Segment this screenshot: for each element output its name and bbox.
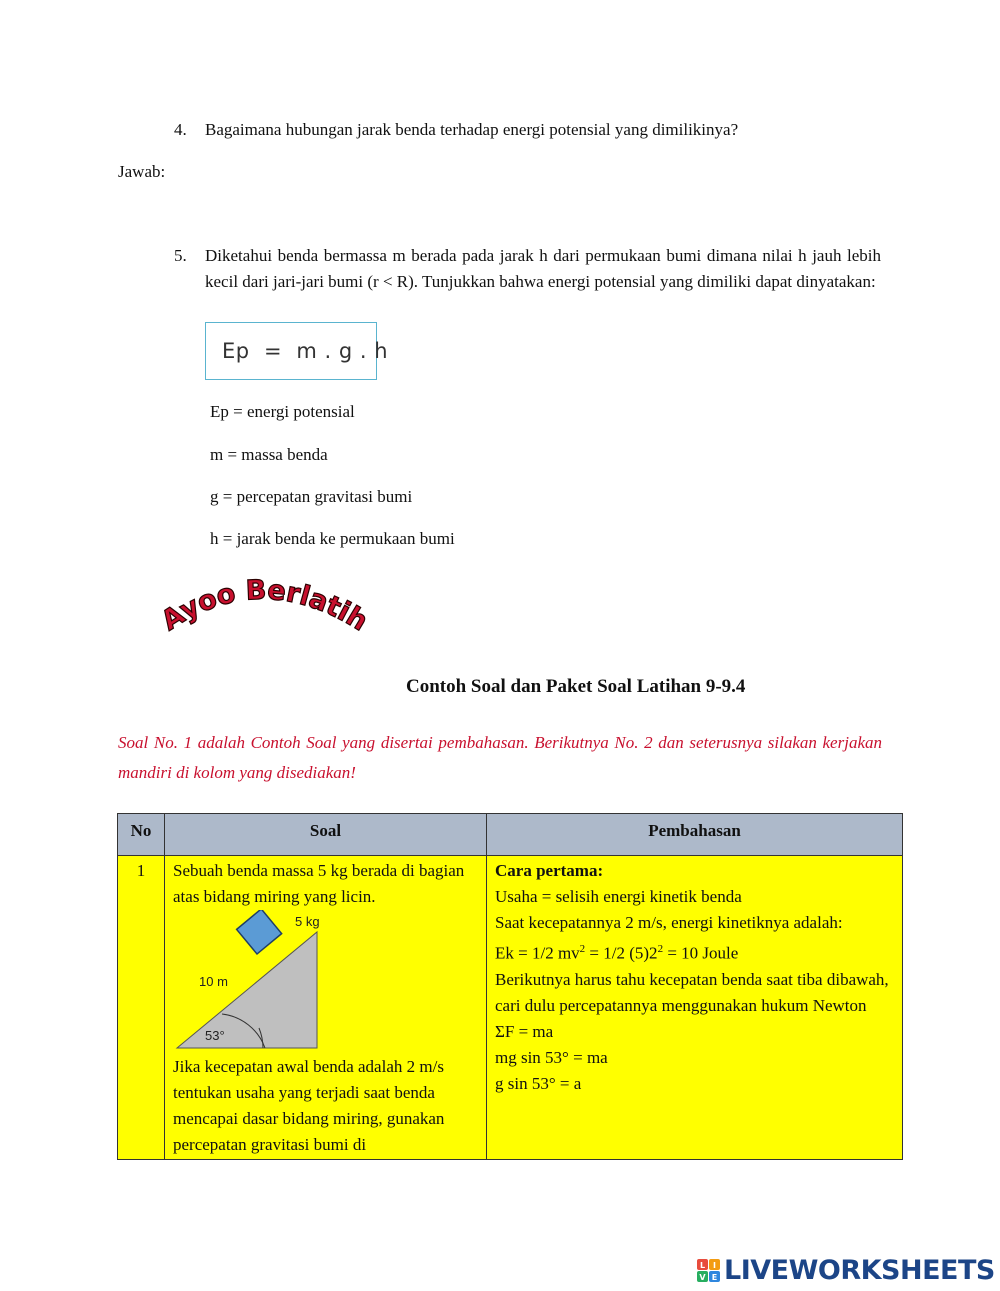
- banner-text: Ayoo Berlatih: [156, 574, 373, 638]
- soal-question: Jika kecepatan awal benda adalah 2 m/s tentukan usaha yang terjadi saat benda mencapai dasar bidang miring, gunakan percepatan gravitasi bumi di: [173, 1057, 445, 1154]
- definition-m: m = massa benda: [210, 445, 328, 464]
- svg-text:V: V: [699, 1272, 706, 1282]
- soal-cell: [165, 856, 487, 1160]
- inclined-plane-figure: [173, 910, 333, 1054]
- row-number: 1: [118, 856, 165, 1160]
- length-label: 10 m: [199, 974, 228, 989]
- svg-text:I: I: [713, 1260, 716, 1270]
- question-number: 4.: [174, 120, 187, 139]
- soal-table: [117, 813, 903, 1160]
- pembahasan-line: Berikutnya harus tahu kecepatan benda saat tiba dibawah, cari dulu percepatannya menggunakan hukum Newton: [495, 969, 889, 1015]
- mass-block: [237, 910, 282, 954]
- table-header-row: [118, 814, 903, 856]
- question-number: 5.: [174, 246, 187, 265]
- equation-part: = 10 Joule: [663, 943, 739, 963]
- liveworksheets-logo[interactable]: [697, 1255, 995, 1286]
- pembahasan-line: g sin 53° = a: [495, 1073, 582, 1093]
- svg-text:Ayoo Berlatih: [156, 575, 373, 638]
- equation-part: Ek = 1/2 mv: [495, 943, 580, 963]
- soal-intro: Sebuah benda massa 5 kg berada di bagian atas bidang miring yang licin.: [173, 861, 465, 906]
- header-pembahasan: Pembahasan: [487, 814, 903, 856]
- definition-g: g = percepatan gravitasi bumi: [210, 487, 413, 506]
- equation-part: = 1/2 (5)2: [585, 943, 658, 963]
- kinetic-energy-equation: [495, 936, 896, 967]
- section-title: Contoh Soal dan Paket Soal Latihan 9-9.4: [406, 676, 746, 697]
- formula-box: [205, 322, 389, 380]
- question-text: Diketahui benda bermassa m berada pada jarak h dari permukaan bumi dimana nilai h jauh lebih kecil dari jari-jari bumi (r < R). Tunjukkan bahwa energi potensial yang dimiliki dapat dinyatakan:: [205, 246, 881, 291]
- instruction-text: Soal No. 1 adalah Contoh Soal yang disertai pembahasan. Berikutnya No. 2 dan seterusnya silakan kerjakan mandiri di kolom yang disediakan!: [118, 733, 882, 782]
- superscript: 2: [657, 943, 664, 955]
- pembahasan-cell: [487, 856, 903, 1160]
- table-row: [118, 856, 903, 1160]
- pembahasan-line: ΣF = ma: [495, 1021, 554, 1041]
- formula: Ep = m . g . h: [222, 339, 389, 363]
- definition-ep: Ep = energi potensial: [210, 402, 355, 421]
- superscript: 2: [579, 943, 586, 955]
- pembahasan-line: Saat kecepatannya 2 m/s, energi kinetiknya adalah:: [495, 913, 843, 932]
- pembahasan-line: Usaha = selisih energi kinetik benda: [495, 887, 742, 906]
- answer-label: Jawab:: [118, 162, 166, 181]
- question-text: Bagaimana hubungan jarak benda terhadap energi potensial yang dimilikinya?: [205, 120, 739, 139]
- ayoo-berlatih-banner: [140, 560, 390, 650]
- liveworksheets-icon: [697, 1259, 721, 1283]
- header-soal: Soal: [165, 814, 487, 856]
- svg-text:E: E: [711, 1272, 718, 1282]
- pembahasan-line: mg sin 53° = ma: [495, 1047, 608, 1067]
- svg-text:L: L: [699, 1260, 706, 1270]
- angle-label: 53°: [205, 1028, 225, 1043]
- header-no: No: [118, 814, 165, 856]
- pembahasan-heading: Cara pertama:: [495, 861, 604, 880]
- definition-h: h = jarak benda ke permukaan bumi: [210, 529, 455, 548]
- mass-label: 5 kg: [295, 914, 320, 929]
- logo-text: LIVEWORKSHEETS: [724, 1255, 995, 1286]
